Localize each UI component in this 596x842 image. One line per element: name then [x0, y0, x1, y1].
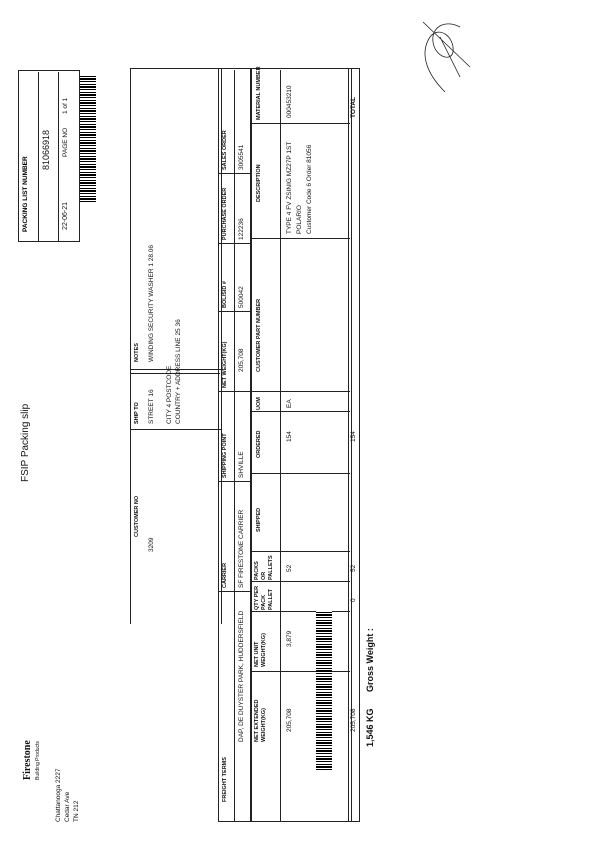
totals-label: TOTAL	[350, 96, 357, 118]
company-subtitle: Building Products	[35, 741, 41, 780]
ship-to-label: SHIP TO	[134, 402, 140, 424]
packing-list-number: 81066918	[41, 129, 51, 170]
carrier-label: CARRIER	[222, 562, 228, 588]
company-address-1: Chattanooga 2227	[55, 768, 62, 822]
col-shipped: SHIPPED	[256, 507, 262, 532]
ship-to-line1: STREET 16	[148, 389, 155, 424]
page-title: FSIP Packing slip	[20, 403, 31, 482]
item-desc-1: TYPE 4 FV ZSINIG MZ27P 1ST	[286, 141, 293, 234]
net-weight-label: NET WEIGHT(KG)	[222, 341, 228, 388]
item-material: 000453210	[286, 85, 293, 118]
company-logo-text: Firestone	[22, 740, 33, 780]
freight-terms-label: FREIGHT TERMS	[222, 757, 228, 802]
item-uom: EA	[286, 399, 293, 408]
gross-weight-value: 1,546 KG	[365, 708, 375, 747]
col-ordered: ORDERED	[256, 430, 262, 458]
net-weight-value: 205,708	[238, 348, 245, 372]
item-desc-2: POLARIO	[296, 205, 303, 234]
item-barcode	[316, 610, 332, 770]
gross-weight-label: Gross Weight :	[365, 628, 375, 692]
totals-qty-per: 0	[350, 598, 357, 602]
ship-to-line2: CITY 4 POSTCODE	[166, 365, 173, 424]
carrier-value: SF FIRESTONE CARRIER	[238, 509, 245, 588]
col-description: DESCRIPTION	[256, 164, 262, 202]
sales-order-label: SALES ORDER	[222, 130, 228, 170]
sales-order-value: 3005541	[238, 144, 245, 170]
header-barcode	[80, 76, 96, 202]
page-label: PAGE NO	[62, 127, 69, 157]
item-ordered: 154	[286, 431, 293, 442]
col-net-unit: NET UNIT WEIGHT(KG)	[254, 633, 267, 667]
company-address-3: TN 212	[73, 800, 80, 822]
bol-sid-value: 500042	[238, 286, 245, 308]
col-net-extended: NET EXTENDED WEIGHT(KG)	[254, 699, 267, 742]
item-packs: 52	[286, 564, 293, 572]
customer-no-label: CUSTOMER NO	[134, 495, 140, 537]
ship-to-line3: COUNTRY + ADDRESS LINE 25 36	[175, 319, 182, 424]
signature-scribble	[415, 12, 480, 97]
shipping-point-value: SHVILLE	[238, 451, 245, 478]
purchase-order-value: 122236	[238, 218, 245, 240]
company-address-2: Cedar Ave	[64, 791, 71, 822]
col-customer-part: CUSTOMER PART NUMBER	[256, 298, 262, 372]
packing-list-label: PACKING LIST NUMBER	[22, 156, 29, 232]
packing-list-date: 22-06-21	[62, 201, 69, 230]
col-material-number: MATERIAL NUMBER	[256, 66, 262, 120]
page-value: 1 of 1	[62, 97, 69, 114]
shipping-point-label: SHIPPING POINT	[222, 433, 228, 478]
customer-no-value: 3209	[148, 537, 155, 552]
totals-ordered: 154	[350, 431, 357, 442]
totals-packs: 52	[350, 564, 357, 572]
item-desc-3: Customer Code 6 Order 81056	[306, 144, 313, 234]
bol-sid-label: BOL/SID #	[222, 281, 228, 308]
notes-text: WINDING SECURITY WASHER 1 28.06	[148, 244, 155, 362]
item-net-unit: 3,879	[286, 630, 293, 647]
col-qty-per: QTY PER PACK PALLET	[254, 585, 274, 610]
freight-terms-value: DAP, DE DUYSTER PARK, HUDDERSFIELD	[238, 610, 245, 742]
notes-label: NOTES	[134, 343, 140, 362]
col-uom: UOM	[256, 397, 262, 410]
totals-net-extended: 205,708	[350, 708, 357, 732]
item-net-extended: 205,708	[286, 708, 293, 732]
col-packs: PACKS OR PALLETS	[254, 555, 274, 580]
purchase-order-label: PURCHASE ORDER	[222, 187, 228, 240]
